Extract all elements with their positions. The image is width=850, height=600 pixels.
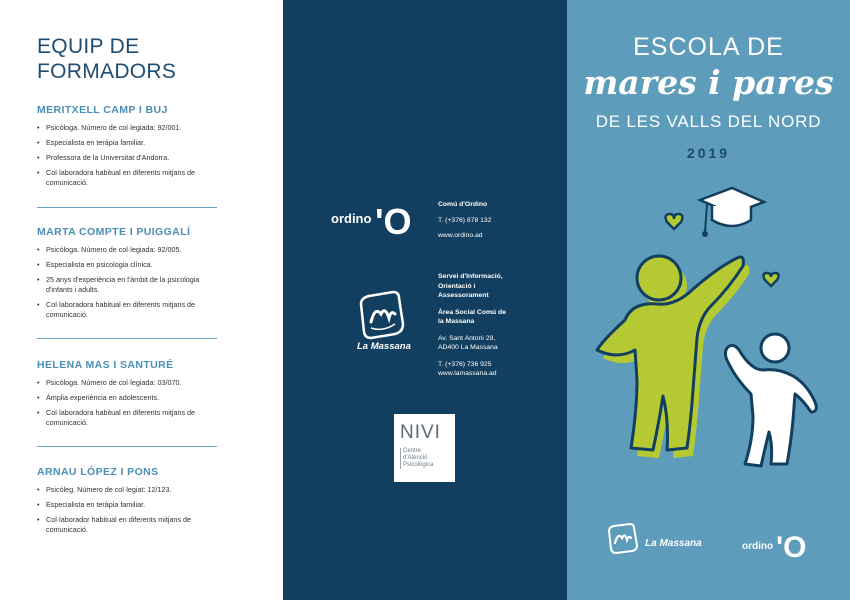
nivi-sub-line: d'Atenció	[403, 455, 428, 461]
cover-panel	[567, 0, 850, 600]
service-line: Assessorament	[438, 292, 489, 299]
trainer-name: MARTA COMPTE I PUIGGALÍ	[37, 226, 191, 238]
trainer-bullets	[37, 378, 222, 428]
nivi-name: NIVI	[400, 422, 441, 443]
trainer-bullet: • Psicòloga. Número de col·legiada: 03/070.	[37, 378, 222, 388]
contact-panel	[283, 0, 567, 600]
nivi-sub-line: Centre	[403, 448, 422, 454]
trainers-title-line2: FORMADORS	[37, 60, 177, 83]
service-line: Servei d'Informació,	[438, 273, 503, 280]
trainer-bullet: • Professora de la Universitat d'Andorra.	[37, 153, 222, 163]
cover-title-script: mares i pares	[583, 63, 834, 102]
comu-ordino-name: Comú d'Ordino	[438, 201, 488, 208]
nivi-logo	[394, 414, 455, 482]
ordino-logo	[742, 522, 817, 562]
trainer-bullet: • Àmplia experiència en adolescents.	[37, 393, 222, 403]
la-massana-logo-text: La Massana	[645, 538, 702, 549]
address-line: Av. Sant Antoni 29,	[438, 334, 496, 342]
cover-title-line1: ESCOLA DE	[633, 33, 784, 61]
trainer-card	[37, 466, 222, 540]
trainer-bullet: • Especialista en teràpia familiar.	[37, 500, 222, 510]
trainer-bullet: • 25 anys d'experiència en l'àmbit de la psicologia d'infants i adults.	[37, 275, 222, 295]
trainer-card	[37, 226, 222, 325]
nivi-subtitle	[400, 448, 433, 469]
trainer-bullet: • Col·laboradora habitual en diferents mitjans de comunicació.	[37, 408, 222, 428]
la-massana-logo-text: La Massana	[357, 341, 411, 352]
massana-phone: T. (+376) 736 925	[438, 360, 492, 368]
trainer-bullet: • Especialista en teràpia familiar.	[37, 138, 222, 148]
trainer-bullet: • Col·laborador habitual en diferents mitjans de comunicació.	[37, 515, 222, 535]
trainer-name: MERITXELL CAMP I BUJ	[37, 104, 168, 116]
trainers-panel	[0, 0, 283, 600]
child-head	[761, 334, 789, 362]
ordino-logo-text: ordino	[331, 211, 372, 226]
trainer-bullet: • Col·laboradora habitual en diferents mitjans de comunicació.	[37, 168, 222, 188]
service-line: Orientació i	[438, 282, 476, 290]
trainer-bullet: • Psicòloga. Número de col·legiada: 92/001.	[37, 123, 222, 133]
cover-title-line3: DE LES VALLS DEL NORD	[595, 112, 822, 131]
massana-web[interactable]: www.lamassana.ad	[438, 370, 497, 377]
trainer-card	[37, 104, 222, 193]
divider	[37, 338, 217, 339]
trainer-name: ARNAU LÓPEZ I PONS	[37, 466, 159, 478]
comu-ordino-phone: T. (+376) 878 132	[438, 216, 492, 224]
trainers-title	[37, 34, 257, 84]
la-massana-logo	[604, 521, 642, 559]
cover-year: 2019	[686, 145, 731, 161]
trainer-bullets	[37, 123, 222, 188]
ordino-logo	[331, 190, 421, 240]
area-line: la Massana	[438, 318, 475, 325]
divider	[37, 446, 217, 447]
heart-icon	[763, 273, 778, 286]
divider	[37, 207, 217, 208]
graduation-cap-icon	[700, 188, 764, 237]
comu-ordino-web[interactable]: www.ordino.ad	[438, 232, 483, 239]
area-line: Àrea Social Comú de	[438, 308, 506, 316]
trainer-bullets	[37, 485, 222, 535]
trainer-bullets	[37, 245, 222, 320]
trainer-bullet: • Psicòloga. Número de col·legiada: 92/005.	[37, 245, 222, 255]
trainer-bullet: • Psicòleg. Número de col·legiat: 12/123.	[37, 485, 222, 495]
trainer-name: HELENA MAS I SANTURÉ	[37, 359, 174, 371]
address-line: AD400 La Massana	[438, 344, 498, 351]
trainer-bullet: • Especialista en psicologia clínica.	[37, 260, 222, 270]
trainer-bullet: • Col·laboradora habitual en diferents mitjans de comunicació.	[37, 300, 222, 320]
heart-icon	[666, 214, 683, 229]
comu-ordino-info	[438, 200, 491, 241]
ordino-logo-text: ordino	[742, 541, 774, 552]
ordino-logo-mark: 'O	[375, 201, 412, 240]
trainers-title-line1: EQUIP DE	[37, 35, 140, 58]
la-massana-info	[438, 272, 506, 379]
ordino-logo-mark: 'O	[776, 531, 807, 562]
child-body	[725, 345, 816, 466]
nivi-sub-line: Psicològica	[403, 462, 434, 468]
parent-head	[637, 256, 681, 300]
trainer-card	[37, 359, 222, 433]
family-illustration	[567, 180, 850, 480]
